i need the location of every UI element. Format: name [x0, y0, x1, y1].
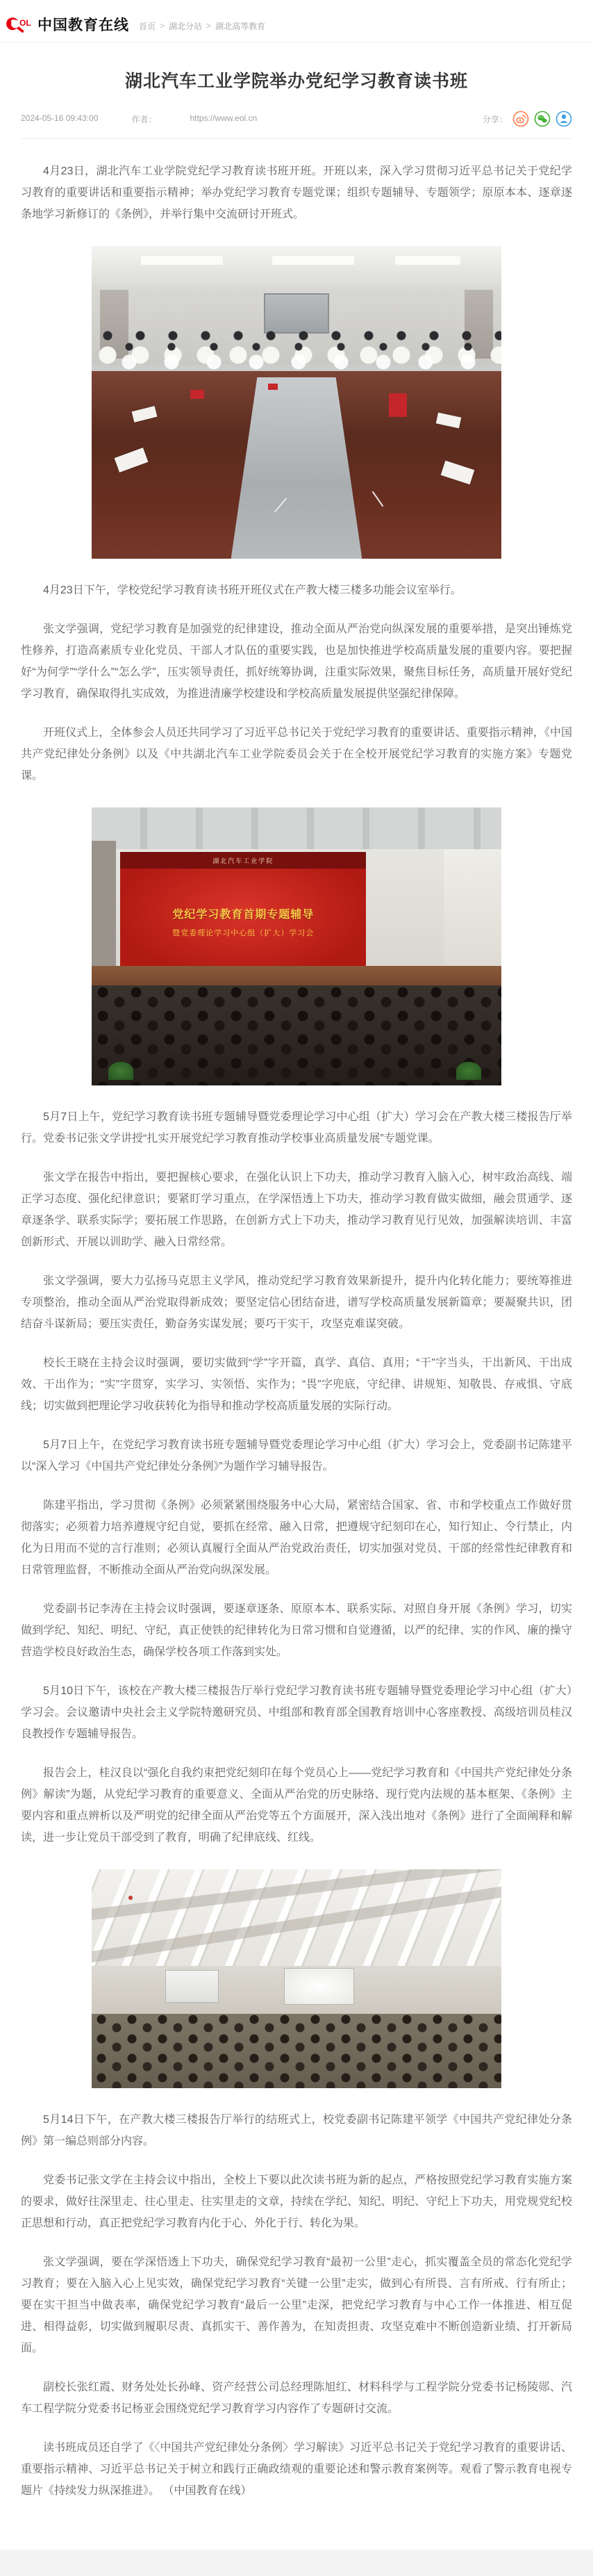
share-bar [483, 110, 572, 127]
eol-logo-icon [6, 14, 33, 35]
article-paragraph: 4月23日，湖北汽车工业学院党纪学习教育读书班开班。开班以来，深入学习贯彻习近平总书记关于党纪学习教育的重要讲话和重要指示精神；举办党纪学习教育专题党课；组织专题辅导、专题领学；原原本本、逐章逐条地学习新修订的《条例》，并举行集中交流研讨开班式。 [21, 165, 572, 220]
article-paragraph: 张文学在报告中指出，要把握核心要求，在强化认识上下功夫，推动学习教育入脑入心，树牢政治高线、端正学习态度、强化纪律意识；要紧盯学习重点，在学深悟透上下功夫，推动学习教育做实做细，融会贯通学、逐章逐条学、联系实际学；要拓展工作思路，在创新方式上下功夫，推动学习教育见行见效，加强解读培训、丰富创新形式、开展以训助学、融入日常经常。 [21, 1172, 572, 1248]
page-footer [0, 2550, 593, 2576]
article-title: 湖北汽车工业学院举办党纪学习教育读书班 [124, 72, 468, 91]
article-paragraph: 副校长张红霞、财务处处长孙峰、资产经营公司总经理陈旭红、材料科学与工程学院分党委书记杨陵郧、汽车工程学院分党委书记杨亚会围绕党纪学习教育学习内容作了专题研讨交流。 [21, 2381, 572, 2415]
site-logo-text: 中国教育在线 [37, 17, 129, 33]
breadcrumb-separator: > [160, 21, 165, 31]
site-logo[interactable] [6, 14, 129, 35]
article-main [0, 42, 593, 2519]
author-label: 作者： [131, 114, 157, 124]
breadcrumb [139, 17, 265, 32]
article-paragraph: 校长王晓在主持会议时强调，要切实做到“学”字开篇，真学、真信、真用；“干”字当头，干出新风、干出成效、干出作为；“实”字贯穿，实学习、实领悟、实作为；“畏”字兜底，守纪律、讲规矩、知敬畏、存戒惧、守底线；切实做到把理论学习收获转化为指导和推动学校高质量发展的实际行动。 [21, 1357, 572, 1412]
photo-special-lecture [92, 807, 501, 1085]
article-paragraph: 开班仪式上，全体参会人员还共同学习了习近平总书记关于党纪学习教育的重要讲话、重要指示精神，《中国共产党纪律处分条例》以及《中共湖北汽车工业学院委员会关于在全校开展党纪学习教育的实施方案》专题党课。 [21, 727, 572, 782]
wechat-share-icon[interactable] [534, 110, 551, 127]
article-paragraph: 张文学强调，要在学深悟透上下功夫，确保党纪学习教育“最初一公里”走心，抓实覆盖全员的常态化党纪学习教育；要在入脑入心上见实效，确保党纪学习教育“关键一公里”走实，做到心有所畏、言有所戒、行有所止；要在实干担当中做表率，确保党纪学习教育“最后一公里”走深，把党纪学习教育与中心工作一体推进、相互促进、相得益彰，切实做到履职尽责、真抓实干、善作善为，在知责担责、攻坚克难中不断创造新业绩、打开新局面。 [21, 2256, 572, 2354]
breadcrumb-region[interactable]: 湖北分站 [169, 21, 203, 31]
article-paragraph: 党委书记张文学在主持会议中指出，全校上下要以此次读书班为新的起点，严格按照党纪学习教育实施方案的要求，做好往深里走、往心里走、往实里走的文章，持续在学纪、知纪、明纪、守纪上下功夫，用党规党纪校正思想和行动，真正把党纪学习教育内化于心、外化于行、转化为果。 [21, 2174, 572, 2229]
svg-text:OL: OL [19, 18, 31, 28]
projection-screen [120, 869, 366, 974]
article-meta [21, 110, 572, 139]
qq-share-icon[interactable] [556, 110, 572, 127]
breadcrumb-separator: > [206, 21, 212, 31]
photo-caption: 5月14日下午，在产教大楼三楼报告厅举行的结班式上，校党委副书记陈建平领学《中国共产党纪律处分条例》第一编总则部分内容。 [21, 2114, 572, 2147]
photo-caption: 5月7日上午，党纪学习教育读书班专题辅导暨党委理论学习中心组（扩大）学习会在产教大楼三楼报告厅举行。党委书记张文学讲授“扎实开展党纪学习教育推动学校事业高质量发展”专题党课。 [21, 1111, 572, 1145]
meta-left [21, 113, 257, 125]
site-header [0, 0, 593, 42]
article-paragraph: 党委副书记李涛在主持会议时强调，要逐章逐条、原原本本、联系实际、对照自身开展《条例》学习，切实做到学纪、知纪、明纪、守纪，真正使铁的纪律转化为日常习惯和自觉遵循，以严的纪律、实的作风、廉的操守营造学校良好政治生态，确保学校各项工作落到实处。 [21, 1603, 572, 1658]
photo-opening-ceremony [92, 246, 501, 559]
breadcrumb-current: 湖北高等教育 [215, 21, 266, 31]
weibo-share-icon[interactable] [512, 110, 529, 127]
source-link[interactable]: https://www.eol.cn [190, 113, 258, 123]
article-paragraph: 读书班成员还自学了《〈中国共产党纪律处分条例〉学习解读》习近平总书记关于党纪学习教育的重要讲话、重要指示精神、习近平总书记关于树立和践行正确政绩观的重要论述和警示教育案例等。观看了警示教育电视专题片《持续发力纵深推进》。 （中国教育在线） [21, 2442, 572, 2497]
article-paragraph: 5月10日下午，该校在产教大楼三楼报告厅举行党纪学习教育读书班专题辅导暨党委理论学习中心组（扩大）学习会。会议邀请中央社会主义学院特邀研究员、中组部和教育部全国教育培训中心客座教授、高级培训员桂汉良教授作专题辅导报告。 [21, 1685, 572, 1740]
slide-subtitle: 暨党委理论学习中心组（扩大）学习会 [172, 928, 315, 937]
article-paragraph: 陈建平指出，学习贯彻《条例》必须紧紧围绕服务中心大局，紧密结合国家、省、市和学校重点工作做好贯彻落实；必须着力培养遵规守纪自觉，要抓在经常、融入日常，把遵规守纪刻印在心，知行知止、令行禁止，内化为日用而不觉的言行准则；必须认真履行全面从严治党政治责任，切实加强对党员、干部的经常性纪律教育和日常管理监督，不断推动全面从严治党向纵深发展。 [21, 1500, 572, 1576]
article-paragraph: 5月7日上午，在党纪学习教育读书班专题辅导暨党委理论学习中心组（扩大）学习会上，党委副书记陈建平以“深入学习《中国共产党纪律处分条例》”为题作学习辅导报告。 [21, 1439, 572, 1472]
share-label: 分享： [482, 114, 508, 124]
breadcrumb-home[interactable]: 首页 [139, 21, 156, 31]
article-body [21, 139, 572, 2502]
slide-title: 党纪学习教育首期专题辅导 [172, 908, 315, 921]
article-paragraph: 报告会上，桂汉良以“强化自我约束把党纪刻印在每个党员心上——党纪学习教育和《中国共产党纪律处分条例》解读”为题，从党纪学习教育的重要意义、全面从严治党的历史脉络、现行党内法规的基本框架、《条例》主要内容和重点辨析以及严明党的纪律全面从严治党等五个方面展开，深入浅出地对《条例》进行了全面阐释和解读，进一步让党员干部受到了教育，明确了纪律底线、红线。 [21, 1767, 572, 1844]
publish-datetime: 2024-05-16 09:43:00 [21, 113, 99, 123]
article-paragraph: 张文学强调，党纪学习教育是加强党的纪律建设，推动全面从严治党向纵深发展的重要举措，是突出锤炼党性修养，打造高素质专业化党员、干部人才队伍的重要实践，也是加快推进学校高质量发展的重要内容。要把握好“为何学”“学什么”“怎么学”，压实领导责任，抓好统筹协调，注重实际效果，聚焦目标任务，高质量开展好党纪学习教育，确保取得扎实成效，为推进清廉学校建设和学校高质量发展提供坚强纪律保障。 [21, 623, 572, 700]
photo-caption: 4月23日下午，学校党纪学习教育读书班开班仪式在产教大楼三楼多功能会议室举行。 [43, 584, 462, 596]
screen-header-text: 湖北汽车工业学院 [212, 857, 274, 864]
article-paragraph: 张文学强调，要大力弘扬马克思主义学风，推动党纪学习教育效果新提升，提升内化转化能力；要统筹推进专项整治，推动全面从严治党取得新成效；要坚定信心团结奋进，谱写学校高质量发展新篇章；要凝聚共识，团结奋斗谋新局；要压实责任，勤奋务实谋发展；要巧干实干，攻坚克难谋突破。 [21, 1275, 572, 1330]
photo-closing-session [92, 1869, 501, 2088]
